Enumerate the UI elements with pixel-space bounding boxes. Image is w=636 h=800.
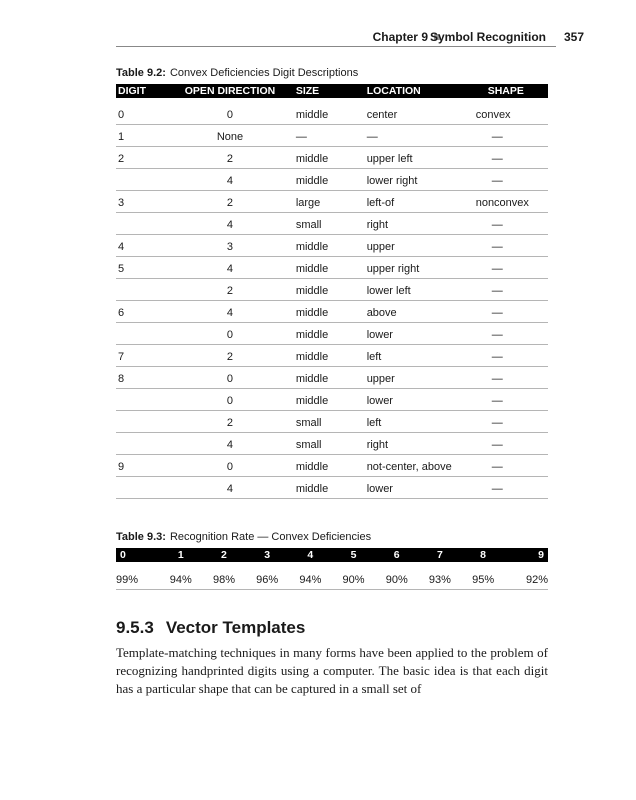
- cell-size: small: [294, 432, 363, 454]
- col-header-digit-0: 0: [116, 548, 159, 562]
- cell-size: middle: [294, 146, 363, 168]
- cell-rate-0: 99%: [116, 562, 159, 590]
- table-row: [116, 146, 548, 168]
- cell-location: —: [363, 124, 476, 146]
- table-row: [116, 388, 548, 410]
- cell-digit: [116, 476, 166, 498]
- col-header-digit-9: 9: [505, 548, 548, 562]
- cell-rate-1: 94%: [159, 562, 202, 590]
- cell-shape: —: [476, 146, 548, 168]
- cell-shape: —: [476, 322, 548, 344]
- cell-shape: —: [476, 366, 548, 388]
- cell-digit: 6: [116, 300, 166, 322]
- cell-digit: 4: [116, 234, 166, 256]
- col-header-digit-2: 2: [202, 548, 245, 562]
- col-header-digit-4: 4: [289, 548, 332, 562]
- cell-size: middle: [294, 98, 363, 124]
- cell-location: above: [363, 300, 476, 322]
- col-header-digit-5: 5: [332, 548, 375, 562]
- cell-digit: [116, 278, 166, 300]
- cell-location: left: [363, 344, 476, 366]
- table-row: [116, 212, 548, 234]
- cell-digit: 8: [116, 366, 166, 388]
- cell-rate-2: 98%: [202, 562, 245, 590]
- col-header-digit-1: 1: [159, 548, 202, 562]
- cell-shape: —: [476, 476, 548, 498]
- table-header-row: [116, 548, 548, 562]
- cell-size: middle: [294, 256, 363, 278]
- cell-shape: convex: [476, 98, 548, 124]
- col-header-digit-7: 7: [418, 548, 461, 562]
- cell-size: middle: [294, 278, 363, 300]
- cell-digit: 3: [116, 190, 166, 212]
- cell-location: left-of: [363, 190, 476, 212]
- table-9-2-label: Table 9.2:: [116, 67, 166, 79]
- cell-digit: 1: [116, 124, 166, 146]
- cell-size: middle: [294, 344, 363, 366]
- cell-rate-3: 96%: [246, 562, 289, 590]
- cell-open-direction: 4: [166, 168, 294, 190]
- cell-size: small: [294, 410, 363, 432]
- cell-location: upper: [363, 366, 476, 388]
- cell-location: upper right: [363, 256, 476, 278]
- cell-size: middle: [294, 454, 363, 476]
- cell-shape: —: [476, 278, 548, 300]
- section-label: Symbol Recognition: [429, 30, 546, 44]
- cell-location: right: [363, 212, 476, 234]
- cell-location: lower: [363, 322, 476, 344]
- table-row: [116, 256, 548, 278]
- cell-digit: [116, 212, 166, 234]
- cell-location: lower right: [363, 168, 476, 190]
- cell-digit: 9: [116, 454, 166, 476]
- cell-open-direction: 2: [166, 278, 294, 300]
- table-row: [116, 124, 548, 146]
- col-header-shape: SHAPE: [476, 84, 548, 98]
- cell-rate-8: 95%: [462, 562, 505, 590]
- cell-open-direction: 4: [166, 476, 294, 498]
- cell-size: middle: [294, 234, 363, 256]
- cell-shape: —: [476, 124, 548, 146]
- table-9-3-title: Recognition Rate — Convex Deficiencies: [169, 531, 372, 543]
- convex-deficiencies-table: [116, 84, 548, 499]
- cell-rate-5: 90%: [332, 562, 375, 590]
- chapter-label: Chapter 9: [372, 30, 428, 44]
- cell-open-direction: 2: [166, 410, 294, 432]
- table-header-row: [116, 84, 548, 98]
- cell-location: left: [363, 410, 476, 432]
- cell-shape: nonconvex: [476, 190, 548, 212]
- cell-open-direction: 2: [166, 146, 294, 168]
- cell-shape: —: [476, 212, 548, 234]
- table-9-3-caption: [116, 531, 371, 543]
- cell-size: middle: [294, 366, 363, 388]
- cell-digit: [116, 410, 166, 432]
- col-header-size: SIZE: [294, 84, 363, 98]
- cell-shape: —: [476, 388, 548, 410]
- cell-open-direction: 3: [166, 234, 294, 256]
- recognition-rate-table: [116, 548, 548, 590]
- col-header-digit: DIGIT: [116, 84, 166, 98]
- table-row: [116, 366, 548, 388]
- table-row: [116, 168, 548, 190]
- cell-shape: —: [476, 256, 548, 278]
- section-number: 9.5.3: [116, 618, 154, 637]
- page-number: 357: [563, 30, 584, 44]
- cell-rate-4: 94%: [289, 562, 332, 590]
- table-row: [116, 278, 548, 300]
- cell-shape: —: [476, 454, 548, 476]
- cell-open-direction: 0: [166, 388, 294, 410]
- cell-rate-7: 93%: [418, 562, 461, 590]
- cell-size: middle: [294, 168, 363, 190]
- table-row: [116, 432, 548, 454]
- cell-open-direction: 0: [166, 322, 294, 344]
- cell-size: middle: [294, 476, 363, 498]
- cell-digit: 0: [116, 98, 166, 124]
- body-paragraph: Template-matching techniques in many forms have been applied to the problem of recognizing handprinted digits using a computer. The basic idea is that each digit has a particular shape that can be captured in a small set of: [116, 645, 548, 696]
- col-header-digit-6: 6: [375, 548, 418, 562]
- cell-open-direction: 4: [166, 432, 294, 454]
- cell-open-direction: 0: [166, 366, 294, 388]
- cell-digit: [116, 322, 166, 344]
- table-row: [116, 322, 548, 344]
- cell-location: upper left: [363, 146, 476, 168]
- cell-shape: —: [476, 234, 548, 256]
- cell-digit: [116, 388, 166, 410]
- col-header-open-direction: OPEN DIRECTION: [166, 84, 294, 98]
- cell-location: lower left: [363, 278, 476, 300]
- cell-shape: —: [476, 300, 548, 322]
- table-row: [116, 98, 548, 124]
- cell-location: lower: [363, 388, 476, 410]
- table-row: [116, 344, 548, 366]
- section-heading: [116, 618, 305, 638]
- cell-open-direction: 4: [166, 212, 294, 234]
- cell-shape: —: [476, 168, 548, 190]
- table-row: [116, 234, 548, 256]
- cell-open-direction: 0: [166, 98, 294, 124]
- cell-open-direction: 4: [166, 256, 294, 278]
- running-head: [116, 30, 584, 47]
- table-row: [116, 190, 548, 212]
- table-9-2-caption: [116, 67, 358, 79]
- col-header-location: LOCATION: [363, 84, 476, 98]
- cell-shape: —: [476, 432, 548, 454]
- cell-size: —: [294, 124, 363, 146]
- cell-open-direction: 2: [166, 344, 294, 366]
- cell-location: right: [363, 432, 476, 454]
- cell-size: middle: [294, 388, 363, 410]
- cell-location: lower: [363, 476, 476, 498]
- cell-digit: 5: [116, 256, 166, 278]
- col-header-digit-8: 8: [462, 548, 505, 562]
- cell-size: large: [294, 190, 363, 212]
- cell-open-direction: None: [166, 124, 294, 146]
- cell-digit: 2: [116, 146, 166, 168]
- cell-rate-9: 92%: [505, 562, 548, 590]
- cell-shape: —: [476, 410, 548, 432]
- cell-rate-6: 90%: [375, 562, 418, 590]
- table-row: [116, 562, 548, 590]
- cell-size: middle: [294, 322, 363, 344]
- cell-location: center: [363, 98, 476, 124]
- cell-size: middle: [294, 300, 363, 322]
- section-title: Vector Templates: [165, 618, 306, 637]
- table-9-2-title: Convex Deficiencies Digit Descriptions: [169, 67, 359, 79]
- cell-open-direction: 4: [166, 300, 294, 322]
- cell-digit: 7: [116, 344, 166, 366]
- cell-digit: [116, 432, 166, 454]
- cell-open-direction: 0: [166, 454, 294, 476]
- cell-shape: —: [476, 344, 548, 366]
- table-row: [116, 410, 548, 432]
- table-row: [116, 476, 548, 498]
- table-9-3-label: Table 9.3:: [116, 531, 166, 543]
- cell-digit: [116, 168, 166, 190]
- col-header-digit-3: 3: [246, 548, 289, 562]
- table-row: [116, 300, 548, 322]
- cell-location: upper: [363, 234, 476, 256]
- table-row: [116, 454, 548, 476]
- cell-size: small: [294, 212, 363, 234]
- cell-open-direction: 2: [166, 190, 294, 212]
- cell-location: not-center, above: [363, 454, 476, 476]
